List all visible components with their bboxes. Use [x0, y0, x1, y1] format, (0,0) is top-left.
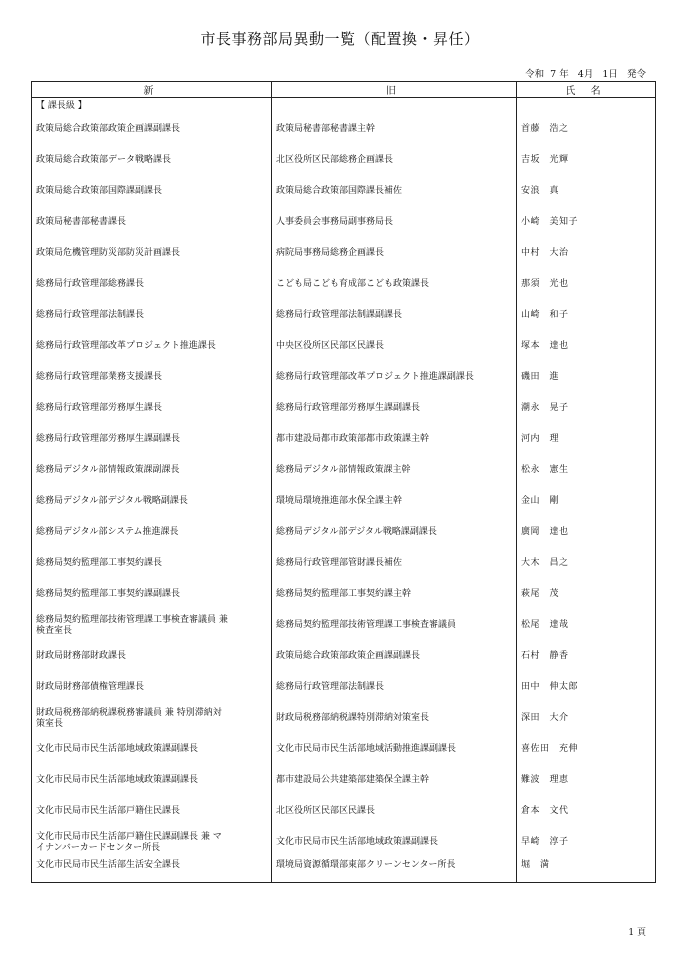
- new-position-cell: 総務局行政管理部労務厚生課副課長: [32, 424, 272, 455]
- table-row: [32, 455, 656, 486]
- column-header-old: 旧: [272, 82, 517, 98]
- table-row: [32, 610, 656, 641]
- old-position-cell: 財政局税務部納税課特別滞納対策室長: [272, 703, 517, 734]
- old-position-cell: 人事委員会事務局副事務局長: [272, 207, 517, 238]
- old-position-cell: 総務局契約監理部技術管理課工事検査審議員: [272, 610, 517, 641]
- person-name-cell: 喜佐田 充伸: [517, 734, 656, 765]
- table-row: [32, 114, 656, 145]
- section-label: 【 課長級 】: [32, 98, 272, 115]
- column-header-name: 氏 名: [517, 82, 656, 98]
- person-name-cell: 磯田 進: [517, 362, 656, 393]
- old-position-cell: 政策局総合政策部国際課長補佐: [272, 176, 517, 207]
- old-position-cell: 政策局総合政策部政策企画課副課長: [272, 641, 517, 672]
- new-position-cell: 政策局秘書部秘書課長: [32, 207, 272, 238]
- old-position-cell: 環境局資源循環部東部クリーンセンター所長: [272, 858, 517, 883]
- old-position-cell: 文化市民局市民生活部地域政策課副課長: [272, 827, 517, 858]
- new-position-cell: 文化市民局市民生活部地域政策課副課長: [32, 765, 272, 796]
- person-name-cell: 潮永 晃子: [517, 393, 656, 424]
- new-position-cell: 総務局デジタル部システム推進課長: [32, 517, 272, 548]
- old-position-cell: 総務局デジタル部情報政策課主幹: [272, 455, 517, 486]
- old-position-cell: 総務局行政管理部労務厚生課副課長: [272, 393, 517, 424]
- person-name-cell: 深田 大介: [517, 703, 656, 734]
- table-row: [32, 548, 656, 579]
- person-name-cell: 河内 理: [517, 424, 656, 455]
- old-position-cell: 北区役所区民部総務企画課長: [272, 145, 517, 176]
- old-position-cell: 総務局行政管理部法制課長: [272, 672, 517, 703]
- new-position-cell: 文化市民局市民生活部戸籍住民課副課長 兼 マ イナンバーカードセンター所長: [32, 827, 272, 858]
- table-row: [32, 796, 656, 827]
- page-number: 1 頁: [628, 928, 646, 938]
- old-position-cell: 都市建設局公共建築部建築保全課主幹: [272, 765, 517, 796]
- old-position-cell: 文化市民局市民生活部地域活動推進課副課長: [272, 734, 517, 765]
- column-header-new: 新: [32, 82, 272, 98]
- table-row: [32, 300, 656, 331]
- issue-date: 令和 7 年 4月 1日 発令: [525, 69, 646, 80]
- new-position-cell: 文化市民局市民生活部地域政策課副課長: [32, 734, 272, 765]
- table-row: [32, 145, 656, 176]
- person-name-cell: 山崎 和子: [517, 300, 656, 331]
- new-position-cell: 総務局行政管理部労務厚生課長: [32, 393, 272, 424]
- old-position-cell: 総務局契約監理部工事契約課主幹: [272, 579, 517, 610]
- new-position-cell: 文化市民局市民生活部戸籍住民課長: [32, 796, 272, 827]
- person-name-cell: 廣岡 達也: [517, 517, 656, 548]
- person-name-cell: 大木 昌之: [517, 548, 656, 579]
- new-position-cell: 総務局デジタル部情報政策課副課長: [32, 455, 272, 486]
- section-row: [32, 98, 656, 115]
- new-position-cell: 政策局総合政策部政策企画課副課長: [32, 114, 272, 145]
- person-name-cell: 金山 剛: [517, 486, 656, 517]
- new-position-cell: 政策局危機管理防災部防災計画課長: [32, 238, 272, 269]
- old-position-cell: 総務局行政管理部管財課長補佐: [272, 548, 517, 579]
- person-name-cell: 安浪 真: [517, 176, 656, 207]
- old-position-cell: 総務局デジタル部デジタル戦略課副課長: [272, 517, 517, 548]
- table-row: [32, 641, 656, 672]
- new-position-cell: 総務局行政管理部業務支援課長: [32, 362, 272, 393]
- old-position-cell: 都市建設局都市政策部都市政策課主幹: [272, 424, 517, 455]
- table-row: [32, 579, 656, 610]
- document-title: 市長事務部局異動一覧（配置換・昇任）: [200, 30, 480, 48]
- old-position-cell: 政策局秘書部秘書課主幹: [272, 114, 517, 145]
- table-row: [32, 393, 656, 424]
- old-position-cell: 環境局環境推進部水保全課主幹: [272, 486, 517, 517]
- person-name-cell: 小崎 美知子: [517, 207, 656, 238]
- old-position-cell: 総務局行政管理部法制課副課長: [272, 300, 517, 331]
- table-row: [32, 362, 656, 393]
- table-row: [32, 424, 656, 455]
- new-position-cell: 総務局契約監理部工事契約課長: [32, 548, 272, 579]
- new-position-cell: 総務局契約監理部技術管理課工事検査審議員 兼 検査室長: [32, 610, 272, 641]
- person-name-cell: 萩尾 茂: [517, 579, 656, 610]
- person-name-cell: 松尾 達哉: [517, 610, 656, 641]
- old-position-cell: 北区役所区民部区民課長: [272, 796, 517, 827]
- new-position-cell: 財政局税務部納税課税務審議員 兼 特別滞納対 策室長: [32, 703, 272, 734]
- person-name-cell: 田中 伸太郎: [517, 672, 656, 703]
- new-position-cell: 総務局行政管理部改革プロジェクト推進課長: [32, 331, 272, 362]
- table-row: [32, 703, 656, 734]
- person-name-cell: 倉本 文代: [517, 796, 656, 827]
- new-position-cell: 総務局行政管理部総務課長: [32, 269, 272, 300]
- new-position-cell: 総務局行政管理部法制課長: [32, 300, 272, 331]
- new-position-cell: 財政局財務部債権管理課長: [32, 672, 272, 703]
- old-position-cell: 病院局事務局総務企画課長: [272, 238, 517, 269]
- table-row: [32, 176, 656, 207]
- new-position-cell: 文化市民局市民生活部生活安全課長: [32, 858, 272, 883]
- old-position-cell: 総務局行政管理部改革プロジェクト推進課副課長: [272, 362, 517, 393]
- table-row: [32, 238, 656, 269]
- person-name-cell: 早崎 淳子: [517, 827, 656, 858]
- table-row: [32, 765, 656, 796]
- person-name-cell: 石村 静香: [517, 641, 656, 672]
- new-position-cell: 総務局デジタル部デジタル戦略副課長: [32, 486, 272, 517]
- table-row: [32, 672, 656, 703]
- person-name-cell: 塚本 達也: [517, 331, 656, 362]
- table-row: [32, 269, 656, 300]
- person-name-cell: 吉坂 光輝: [517, 145, 656, 176]
- table-row: [32, 207, 656, 238]
- person-name-cell: 中村 大治: [517, 238, 656, 269]
- table-header-row: [32, 82, 656, 98]
- table-row: [32, 486, 656, 517]
- person-name-cell: 難波 理恵: [517, 765, 656, 796]
- personnel-table: [31, 81, 656, 883]
- person-name-cell: 首藤 浩之: [517, 114, 656, 145]
- person-name-cell: 松永 憲生: [517, 455, 656, 486]
- person-name-cell: 堀 満: [517, 858, 656, 883]
- new-position-cell: 政策局総合政策部国際課副課長: [32, 176, 272, 207]
- new-position-cell: 財政局財務部財政課長: [32, 641, 272, 672]
- new-position-cell: 総務局契約監理部工事契約課副課長: [32, 579, 272, 610]
- table-row: [32, 331, 656, 362]
- table-row: [32, 827, 656, 858]
- table-row: [32, 517, 656, 548]
- person-name-cell: 那須 光也: [517, 269, 656, 300]
- new-position-cell: 政策局総合政策部データ戦略課長: [32, 145, 272, 176]
- table-row: [32, 858, 656, 883]
- table-row: [32, 734, 656, 765]
- old-position-cell: こども局こども育成部こども政策課長: [272, 269, 517, 300]
- old-position-cell: 中央区役所区民部区民課長: [272, 331, 517, 362]
